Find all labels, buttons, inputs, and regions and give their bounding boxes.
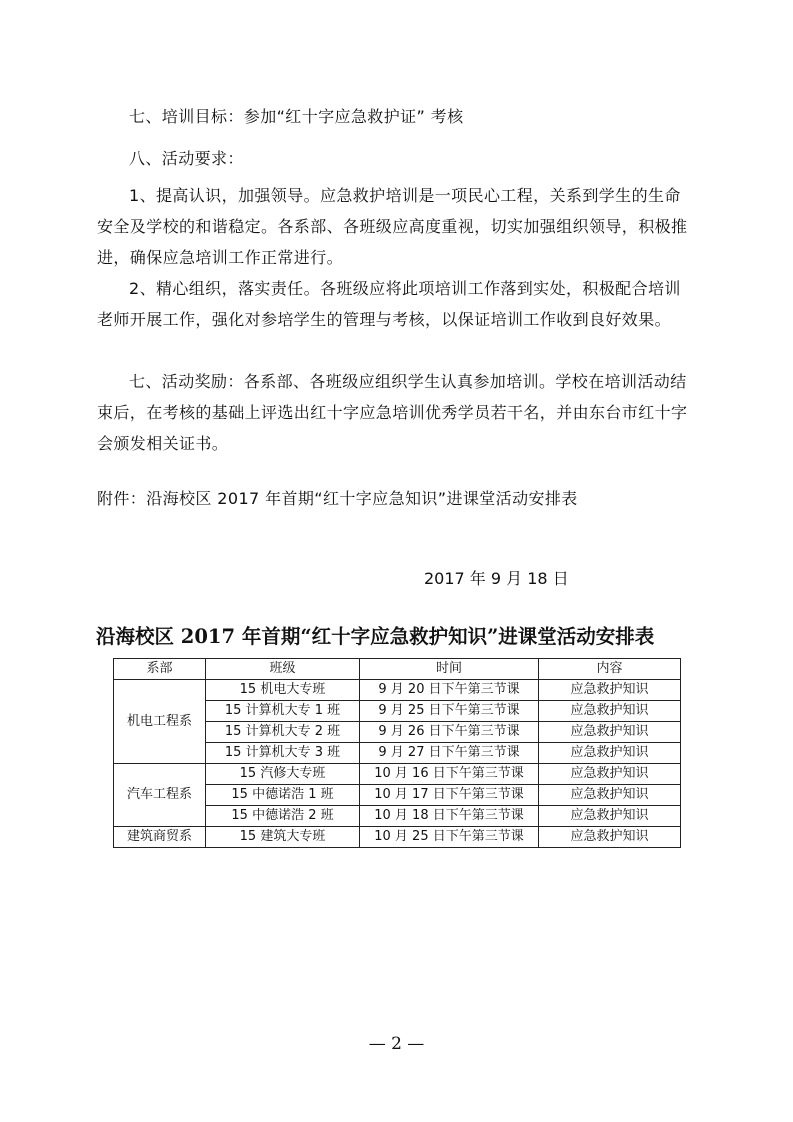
table-header-row (114, 659, 681, 680)
content-cell: 应急救护知识 (539, 764, 681, 785)
class-cell: 15 建筑大专班 (206, 827, 360, 848)
time-cell: 10 月 17 日下午第三节课 (360, 785, 539, 806)
time-cell: 9 月 26 日下午第三节课 (360, 722, 539, 743)
class-cell: 15 汽修大专班 (206, 764, 360, 785)
class-cell: 15 计算机大专 3 班 (206, 743, 360, 764)
content-cell: 应急救护知识 (539, 722, 681, 743)
table-row (114, 764, 681, 785)
content-cell: 应急救护知识 (539, 785, 681, 806)
paragraph-rewards: 七、活动奖励：各系部、各班级应组织学生认真参加培训。学校在培训活动结束后，在考核的基础上评选出红十字应急培训优秀学员若干名，并由东台市红十字会颁发相关证书。 (97, 372, 688, 453)
content-cell: 应急救护知识 (539, 680, 681, 701)
table-title: 沿海校区 2017 年首期“红十字应急救护知识”进课堂活动安排表 (96, 625, 655, 648)
class-cell: 15 计算机大专 1 班 (206, 701, 360, 722)
time-cell: 9 月 20 日下午第三节课 (360, 680, 539, 701)
department-cell: 机电工程系 (114, 680, 206, 764)
class-cell: 15 中德诺浩 2 班 (206, 806, 360, 827)
class-cell: 15 计算机大专 2 班 (206, 722, 360, 743)
paragraph-training-goal: 七、培训目标：参加“红十字应急救护证” 考核 (129, 107, 464, 126)
time-cell: 9 月 27 日下午第三节课 (360, 743, 539, 764)
class-cell: 15 中德诺浩 1 班 (206, 785, 360, 806)
time-cell: 10 月 25 日下午第三节课 (360, 827, 539, 848)
paragraph-requirements-heading: 八、活动要求： (129, 149, 244, 168)
content-cell: 应急救护知识 (539, 701, 681, 722)
header-department: 系部 (114, 659, 206, 680)
department-cell: 汽车工程系 (114, 764, 206, 827)
paragraph-requirement-2: 2、精心组织，落实责任。各班级应将此项培训工作落到实处，积极配合培训老师开展工作，强化对参培学生的管理与考核，以保证培训工作收到良好效果。 (97, 279, 681, 329)
header-content: 内容 (539, 659, 681, 680)
department-cell: 建筑商贸系 (114, 827, 206, 848)
schedule-table (113, 658, 681, 848)
time-cell: 10 月 18 日下午第三节课 (360, 806, 539, 827)
attachment-note: 附件：沿海校区 2017 年首期“红十字应急知识”进课堂活动安排表 (97, 489, 578, 508)
header-time: 时间 (360, 659, 539, 680)
content-cell: 应急救护知识 (539, 806, 681, 827)
content-cell: 应急救护知识 (539, 743, 681, 764)
header-class: 班级 (206, 659, 360, 680)
content-cell: 应急救护知识 (539, 827, 681, 848)
paragraph-requirement-1: 1、提高认识，加强领导。应急救护培训是一项民心工程，关系到学生的生命安全及学校的和谐稳定。各系部、各班级应高度重视，切实加强组织领导，积极推进，确保应急培训工作正常进行。 (97, 186, 688, 267)
time-cell: 9 月 25 日下午第三节课 (360, 701, 539, 722)
table-row (114, 827, 681, 848)
class-cell: 15 机电大专班 (206, 680, 360, 701)
page-number: — 2 — (368, 1034, 425, 1054)
table-row (114, 680, 681, 701)
document-date: 2017 年 9 月 18 日 (424, 569, 569, 588)
time-cell: 10 月 16 日下午第三节课 (360, 764, 539, 785)
